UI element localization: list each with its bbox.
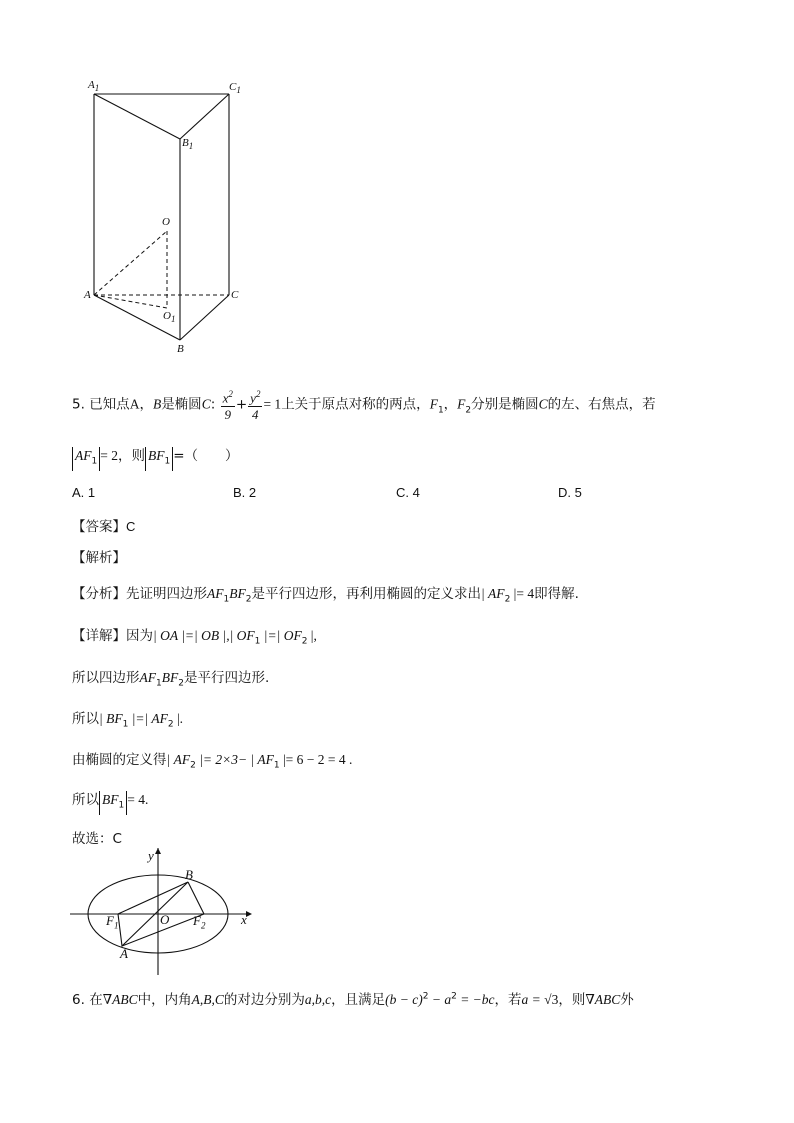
point-A-label: A [120, 946, 128, 961]
focus-F1-label: $F_1$ [106, 913, 119, 931]
fenxi-line: 【分析】先证明四边形$AF_1BF_2$是平行四边形，再利用椭圆的定义求出| $AF_2$ |= 4即得解. [72, 586, 579, 605]
option-d[interactable]: D. 5 [558, 485, 582, 500]
label-C1: $C_1$ [229, 81, 241, 96]
option-a[interactable]: A. 1 [72, 485, 96, 500]
answer-line: 【答案】C [72, 519, 136, 535]
point-B-label: B [185, 867, 193, 882]
focus-F2-label: $F_2$ [193, 913, 206, 931]
label-B: B [177, 343, 184, 355]
question-6-line1: 6. 在∇ABC中，内角A,B,C的对边分别为a,b,c，且满足$(b - c)^2 - a^2 = -bc$，若a = √3，则∇ABC外 [72, 991, 634, 1008]
step-ellipse-definition: 由椭圆的定义得| $AF_2$ |= 2×3− | $AF_1$ |= 6 − 2 = 4 . [72, 752, 353, 771]
final-choice: 故选：C [72, 831, 122, 847]
label-A: A [84, 289, 91, 301]
label-O: O [162, 216, 170, 228]
option-b[interactable]: B. 2 [233, 485, 257, 500]
label-B1: $B_1$ [182, 137, 194, 152]
step-equal-lengths: 所以| $BF_1$ |=| $AF_2$ |. [72, 711, 184, 730]
xiangjie-line: 【详解】因为| OA |=| OB |,| $OF_1$ |=| $OF_2$ |, [72, 628, 317, 647]
step-parallelogram: 所以四边形$AF_1BF_2$是平行四边形. [72, 670, 270, 689]
axis-y-label: y [148, 848, 154, 863]
question-5-line1: 5. 已知点A，B是椭圆C: $\frac{x^2}{9}$ + $\frac{y^2}{4}$ = 1上关于原点对称的两点，$F_1$，$F_2$分别是椭圆C的左、右焦点，若 [72, 386, 656, 428]
axis-x-label: x [241, 912, 247, 927]
label-A1: $A_1$ [88, 79, 100, 94]
origin-label: O [160, 912, 170, 927]
label-C: C [231, 289, 239, 301]
step-result: 所以 $BF_1 = 4$. [72, 788, 148, 815]
option-c[interactable]: C. 4 [396, 485, 420, 500]
analysis-heading: 【解析】 [72, 550, 126, 566]
question-5-line2: $AF_1 = 2$，则 $BF_1$ =（ ） [72, 444, 239, 471]
label-O1: $O_1$ [163, 310, 176, 325]
